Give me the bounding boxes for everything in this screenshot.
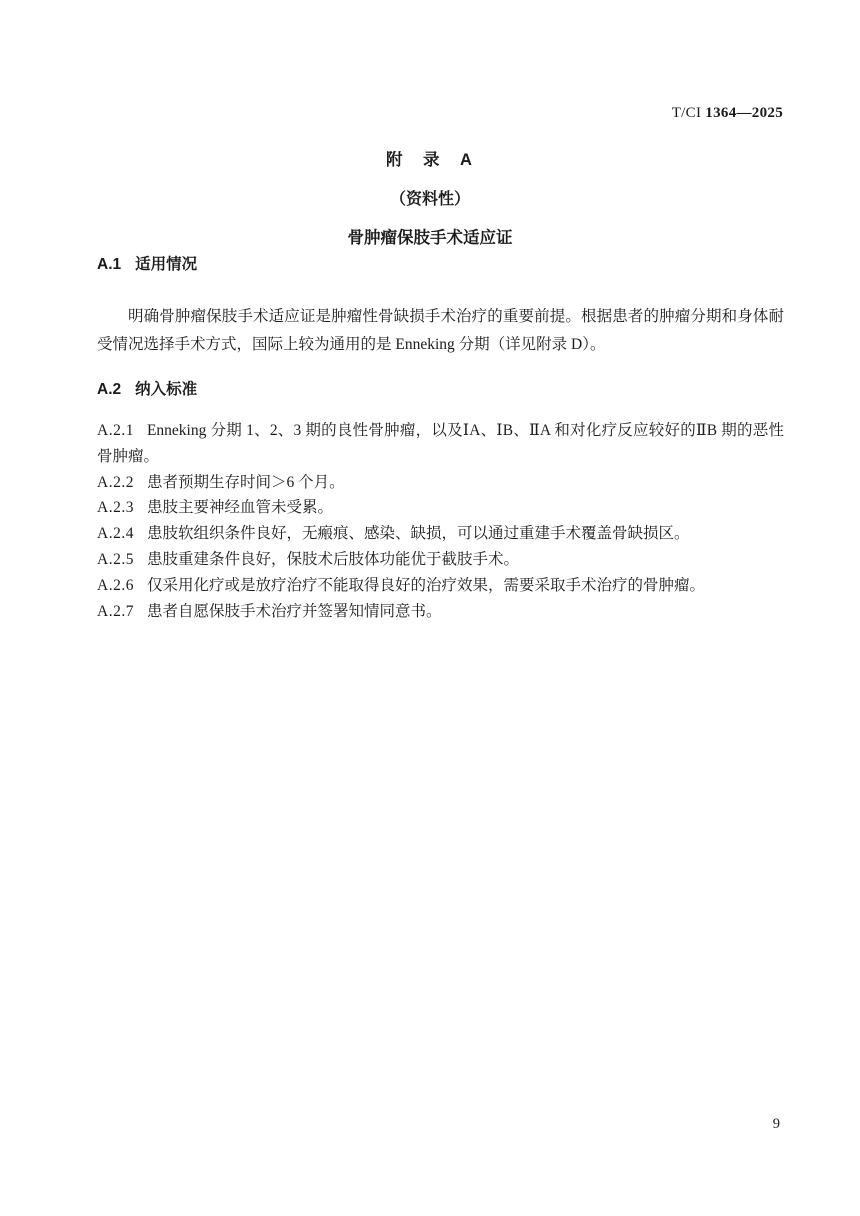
standard-reference	[672, 105, 783, 122]
appendix-title-block	[0, 146, 860, 248]
standard-ref-number: 1364—2025	[705, 105, 783, 121]
clause-a2-1	[97, 418, 784, 470]
section-heading-a1	[97, 255, 784, 275]
clause-a2-6	[97, 573, 784, 599]
clause-number: A.2.7	[97, 602, 134, 620]
section-title: 纳入标准	[135, 381, 198, 398]
section-heading-a2	[97, 380, 784, 400]
clause-text: 仅采用化疗或是放疗治疗不能取得良好的治疗效果，需要采取手术治疗的骨肿瘤。	[146, 576, 705, 594]
appendix-subtitle: （资料性）	[389, 191, 470, 208]
section-title: 适用情况	[135, 256, 198, 273]
clause-a2-7	[97, 599, 784, 625]
clause-list	[97, 418, 784, 624]
clause-text: 患肢重建条件良好，保肢术后肢体功能优于截肢手术。	[146, 550, 519, 568]
section-a1-paragraph: 明确骨肿瘤保肢手术适应证是肿瘤性骨缺损手术治疗的重要前提。根据患者的肿瘤分期和身体耐受情况选择手术方式，国际上较为通用的是 Enneking 分期（详见附录 D）。	[97, 308, 784, 353]
clause-text: 患肢软组织条件良好，无瘢痕、感染、缺损，可以通过重建手术覆盖骨缺损区。	[146, 525, 690, 543]
standard-ref-prefix: T/CI	[671, 105, 702, 121]
clause-number: A.2.4	[97, 525, 134, 543]
clause-a2-2	[97, 470, 784, 496]
clause-text: Enneking 分期 1、2、3 期的良性骨肿瘤，以及ⅠA、ⅠB、ⅡA 和对化疗反应较好的ⅡB 期的恶性骨肿瘤。	[97, 422, 784, 465]
document-body	[97, 255, 784, 624]
clause-number: A.2.5	[97, 550, 134, 568]
clause-text: 患者预期生存时间＞6 个月。	[146, 473, 345, 491]
clause-number: A.2.3	[97, 499, 134, 517]
clause-number: A.2.6	[97, 576, 134, 594]
clause-number: A.2.1	[97, 422, 134, 439]
appendix-heading: 骨肿瘤保肢手术适应证	[347, 229, 513, 247]
clause-a2-5	[97, 547, 784, 573]
appendix-title: 附 录 A	[386, 151, 474, 169]
clause-number: A.2.2	[97, 473, 134, 491]
clause-a2-4	[97, 521, 784, 547]
clause-text: 患者自愿保肢手术治疗并签署知情同意书。	[146, 602, 442, 620]
section-number: A.1	[97, 256, 122, 273]
clause-text: 患肢主要神经血管未受累。	[146, 499, 333, 517]
page-number: 9	[772, 1116, 780, 1132]
section-number: A.2	[97, 381, 122, 398]
clause-a2-3	[97, 495, 784, 521]
